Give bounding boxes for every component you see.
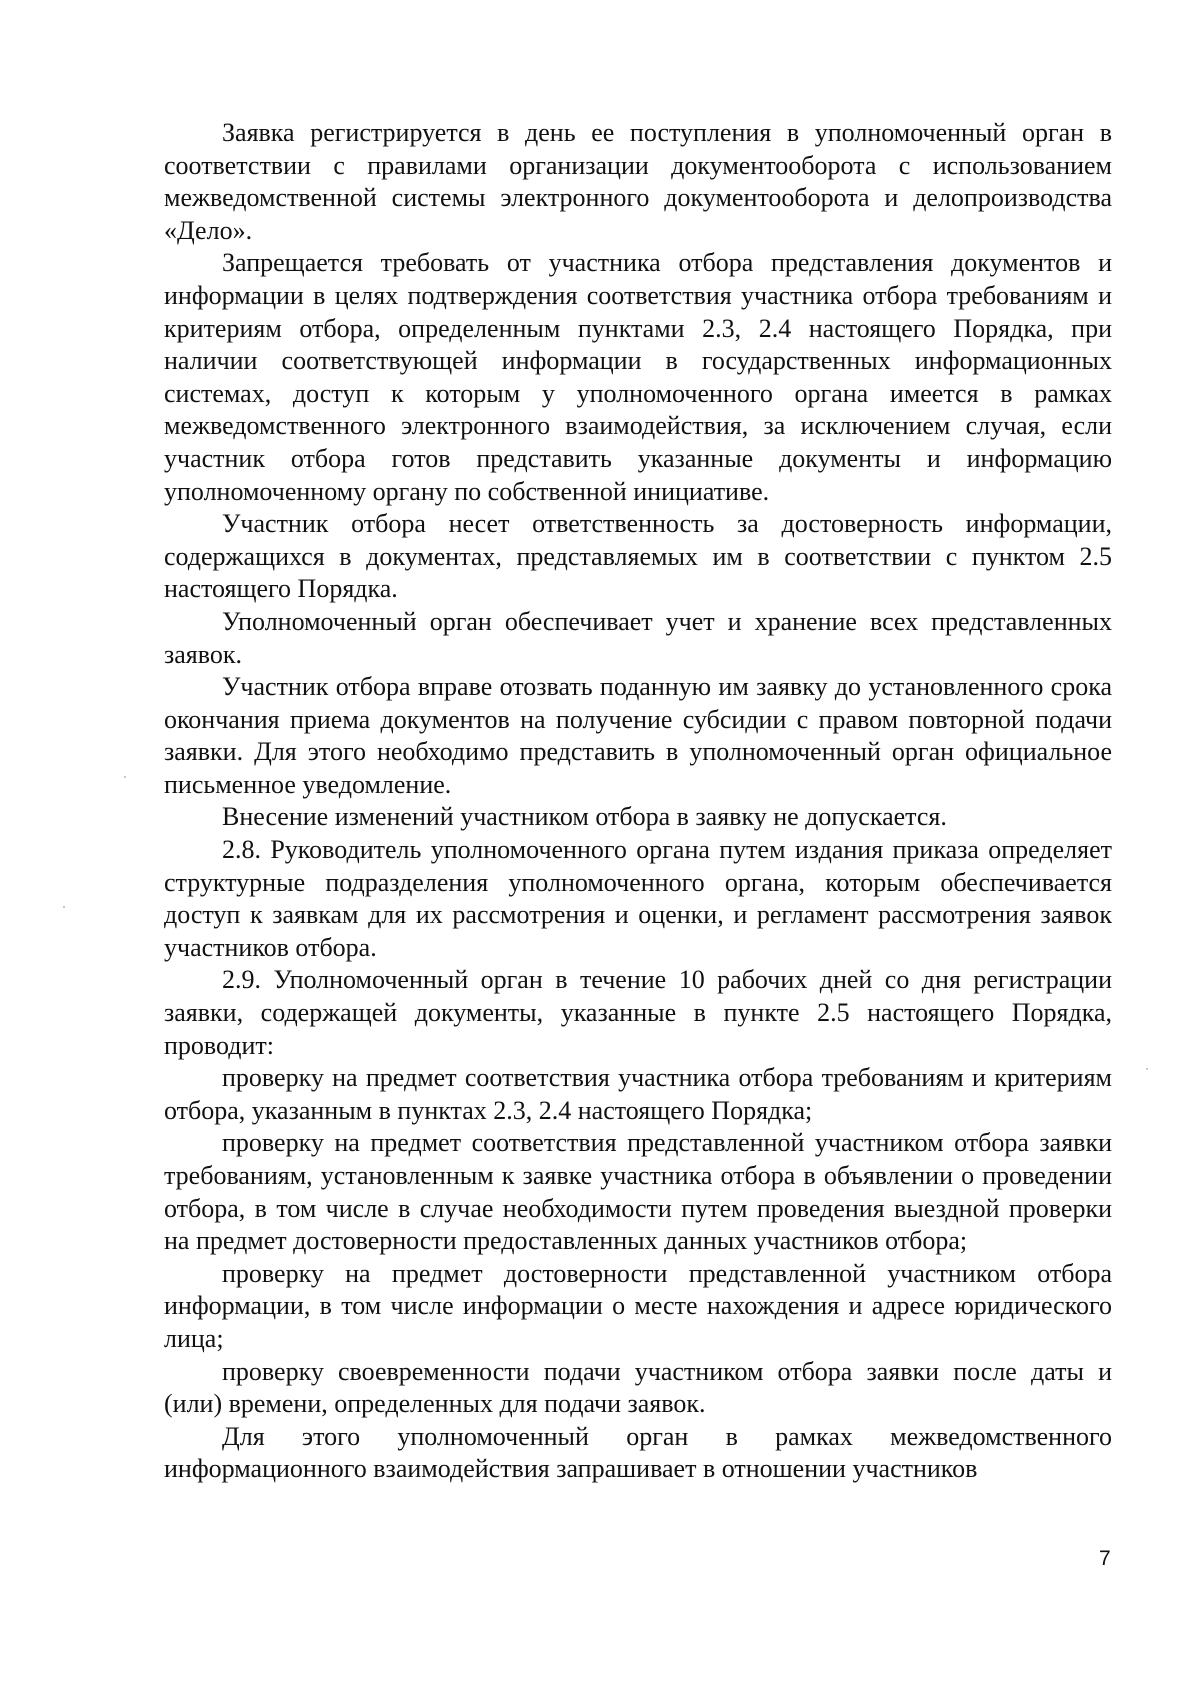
body-text: [164, 117, 1112, 1486]
scan-speck: [1146, 1068, 1148, 1070]
paragraph-storage: Уполномоченный орган обеспечивает учет и хранение всех представленных заявок.: [164, 606, 1112, 669]
paragraph-2-8: 2.8. Руководитель уполномоченного органа путем издания приказа определяет структурные подразделения уполномоченного органа, которым обеспечивается доступ к заявкам для их рассмотрения и оценки, и регламент рассмотрения заявок участников отбора.: [164, 835, 1112, 962]
paragraph-prohibition: Запрещается требовать от участника отбора представления документов и информации в целях подтверждения соответствия участника отбора требованиям и критериям отбора, определенным пунктами 2.3, 2.4 настоящего Порядка, при наличии соответствующей информации в государственных информационных системах, доступ к которым у уполномоченного органа имеется в рамках межведомственного электронного взаимодействия, за исключением случая, если участник отбора готов представить указанные документы и информацию уполномоченному органу по собственной инициативе.: [164, 248, 1112, 506]
paragraph-check-reliability: проверку на предмет достоверности представленной участником отбора информации, в том числе информации о месте нахождения и адресе юридического лица;: [164, 1258, 1112, 1353]
page-number: 7: [1099, 1547, 1111, 1570]
paragraph-check-timeliness: проверку своевременности подачи участником отбора заявки после даты и (или) времени, определенных для подачи заявок.: [164, 1356, 1112, 1419]
paragraph-no-changes: Внесение изменений участником отбора в заявку не допускается.: [222, 802, 947, 832]
paragraph-responsibility: Участник отбора несет ответственность за достоверность информации, содержащихся в документах, представляемых им в соответствии с пунктом 2.5 настоящего Порядка.: [164, 509, 1112, 604]
paragraph-2-9: 2.9. Уполномоченный орган в течение 10 рабочих дней со дня регистрации заявки, содержащей документы, указанные в пункте 2.5 настоящего Порядка, проводит:: [164, 965, 1112, 1060]
paragraph-withdrawal: Участник отбора вправе отозвать поданную им заявку до установленного срока окончания приема документов на получение субсидии с правом повторной подачи заявки. Для этого необходимо представить в уполномоченный орган официальное письменное уведомление.: [164, 672, 1112, 799]
paragraph-interagency-request: Для этого уполномоченный орган в рамках межведомственного информационного взаимодействия запрашивает в отношении участников: [164, 1421, 1112, 1484]
paragraph-check-application: проверку на предмет соответствия представленной участником отбора заявки требованиям, установленным к заявке участника отбора в объявлении о проведении отбора, в том числе в случае необходимости путем проведения выездной проверки на предмет достоверности предоставленных данных участников отбора;: [164, 1128, 1112, 1256]
paragraph-check-criteria: проверку на предмет соответствия участника отбора требованиям и критериям отбора, указанным в пунктах 2.3, 2.4 настоящего Порядка;: [164, 1063, 1112, 1125]
paragraph-registration: Заявка регистрируется в день ее поступления в уполномоченный орган в соответствии с правилами организации документооборота с использованием межведомственной системы электронного документооборота и делопроизводства «Дело».: [164, 118, 1112, 245]
scan-speck: [63, 906, 65, 908]
scan-speck: [124, 776, 126, 778]
